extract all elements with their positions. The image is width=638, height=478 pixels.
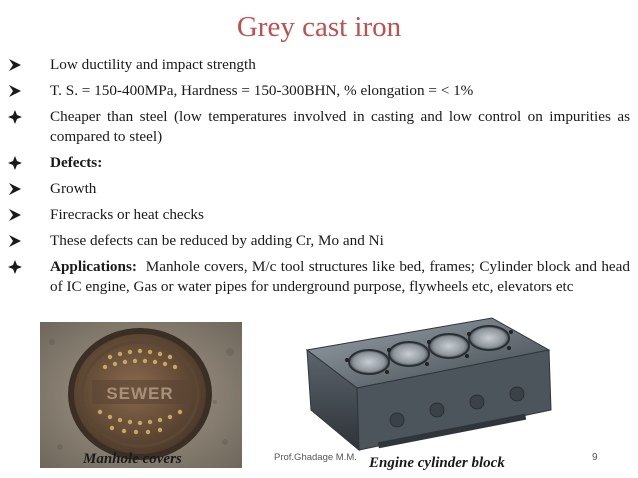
manhole-embossed-text: SEWER [106,384,174,403]
engine-cylinder-block-image [287,310,559,458]
bullet-item [8,257,630,297]
diamond-bullet-icon [8,107,50,127]
diamond-bullet-icon [8,257,50,277]
bullet-list [8,55,630,303]
bullet-heading: Defects: [50,154,103,171]
bullet-item [8,205,630,225]
bullet-text: Cheaper than steel (low temperatures involved in casting and low control on impurities as compared to steel) [50,108,630,145]
bullet-item [8,107,630,147]
bullet-heading: Applications: [50,258,137,275]
manhole-cover-image [40,322,242,468]
page-number: 9 [592,452,598,463]
footer-author: Prof.Ghadage M.M. [274,452,357,463]
manhole-caption: Manhole covers [83,451,182,467]
arrow-bullet-icon [8,231,50,251]
bullet-item [8,231,630,251]
bullet-text: Low ductility and impact strength [50,56,256,73]
arrow-bullet-icon [8,179,50,199]
bullet-item [8,55,630,75]
bullet-body: Manhole covers, M/c tool structures like bed, frames; Cylinder block and head of IC engine, Gas or water pipes for underground purpose, flywheels etc, elevators etc [50,258,631,295]
bullet-text: Growth [50,180,97,197]
diamond-bullet-icon [8,153,50,173]
bullet-text: These defects can be reduced by adding Cr, Mo and Ni [50,232,384,249]
bullet-item [8,81,630,101]
engine-caption: Engine cylinder block [369,455,505,471]
bullet-item [8,179,630,199]
bullet-text: Firecracks or heat checks [50,206,204,223]
arrow-bullet-icon [8,55,50,75]
bullet-text: T. S. = 150-400MPa, Hardness = 150-300BHN, % elongation = < 1% [50,82,474,99]
arrow-bullet-icon [8,205,50,225]
slide-title: Grey cast iron [236,11,402,43]
arrow-bullet-icon [8,81,50,101]
bullet-item [8,153,630,173]
bullet-text [50,257,630,297]
